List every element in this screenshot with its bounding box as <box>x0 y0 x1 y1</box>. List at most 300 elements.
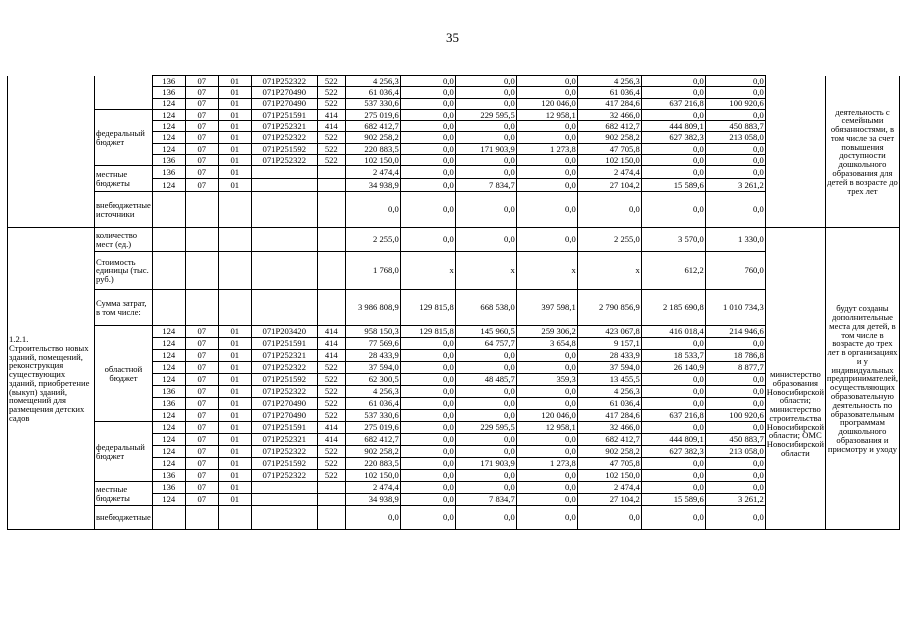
source-local-budgets-2: местные бюджеты <box>95 482 153 506</box>
cell-amount: 214 946,6 <box>705 326 765 338</box>
measure-number: 1.2.1. <box>9 334 29 345</box>
cell-amount: 100 920,6 <box>705 410 765 422</box>
cell-amount: 0,0 <box>641 192 705 228</box>
table-row <box>8 76 900 87</box>
cell-amount: 32 466,0 <box>577 422 641 434</box>
cell-vr: 414 <box>317 326 345 338</box>
cell-csr: 071P252322 <box>251 386 317 398</box>
cell-amount: 0,0 <box>516 446 577 458</box>
cell-grbs: 124 <box>152 109 185 120</box>
cell-amount: 0,0 <box>455 98 516 109</box>
cell-amount: 0,0 <box>516 398 577 410</box>
cell-pr: 01 <box>218 179 251 192</box>
cell-empty <box>251 228 317 252</box>
cell-amount: 0,0 <box>641 482 705 494</box>
cell-vr <box>317 494 345 506</box>
cell-amount: 77 569,6 <box>345 338 400 350</box>
cell-grbs: 136 <box>152 155 185 166</box>
cell-amount: 0,0 <box>455 192 516 228</box>
cell-amount: 2 474,4 <box>345 166 400 179</box>
cell-amount: 0,0 <box>400 109 455 120</box>
cell-amount: 4 256,3 <box>345 386 400 398</box>
cell-pr: 01 <box>218 434 251 446</box>
cell-amount: 26 140,9 <box>641 362 705 374</box>
cell-amount: 682 412,7 <box>577 121 641 132</box>
cell-grbs: 124 <box>152 374 185 386</box>
cell-csr: 071P252321 <box>251 350 317 362</box>
cell-pr: 01 <box>218 326 251 338</box>
cell-amount: 0,0 <box>705 470 765 482</box>
cell-amount: 2 474,4 <box>345 482 400 494</box>
cell-amount: 120 046,0 <box>516 98 577 109</box>
budget-table <box>7 75 900 530</box>
cell-amount: 0,0 <box>516 87 577 98</box>
cell-pr: 01 <box>218 166 251 179</box>
cell-amount: 15 589,6 <box>641 179 705 192</box>
source-federal-budget-2: федеральный бюджет <box>95 422 153 482</box>
cell-amount: 668 538,0 <box>455 290 516 326</box>
cell-amount: 102 150,0 <box>345 470 400 482</box>
table-row <box>8 228 900 252</box>
measure-cell <box>8 228 95 530</box>
cell-vr: 522 <box>317 470 345 482</box>
cell-rz: 07 <box>185 350 218 362</box>
cell-amount: 0,0 <box>577 506 641 530</box>
cell-amount: 0,0 <box>641 143 705 154</box>
source-extrabudgetary-2: внебюджетные <box>95 506 153 530</box>
measure-cell-continued <box>8 76 95 228</box>
cell-vr: 522 <box>317 132 345 143</box>
cell-amount: 229 595,5 <box>455 109 516 120</box>
cell-pr: 01 <box>218 410 251 422</box>
cell-amount: 0,0 <box>516 155 577 166</box>
cell-vr <box>317 166 345 179</box>
cell-empty <box>152 192 185 228</box>
cell-amount: 0,0 <box>400 446 455 458</box>
cell-pr: 01 <box>218 87 251 98</box>
cell-csr: 071P251592 <box>251 458 317 470</box>
cell-amount: 220 883,5 <box>345 143 400 154</box>
cell-amount: 0,0 <box>516 386 577 398</box>
cell-amount: 13 455,5 <box>577 374 641 386</box>
source-cell-continued <box>95 76 153 110</box>
result-cell-2: будут созданы дополнительные места для детей, в том числе в возрасте до трех лет в организациях и у индивидуальных предпринимателей, осуществляющих образовательную деятельность по образовательным программам дошкольного образования и присмотру и уходу <box>825 228 899 530</box>
cell-amount: 397 598,1 <box>516 290 577 326</box>
cell-amount: 37 594,0 <box>345 362 400 374</box>
cell-csr <box>251 166 317 179</box>
cell-vr: 414 <box>317 338 345 350</box>
cell-amount: 28 433,9 <box>345 350 400 362</box>
cell-rz: 07 <box>185 362 218 374</box>
cell-amount: 450 883,7 <box>705 121 765 132</box>
cell-amount: 637 216,8 <box>641 98 705 109</box>
cell-amount: 0,0 <box>705 422 765 434</box>
cell-amount: 15 589,6 <box>641 494 705 506</box>
cell-rz: 07 <box>185 98 218 109</box>
cell-amount: 417 284,6 <box>577 410 641 422</box>
executor-text: министерство образования Новосибирской области; министерство строительства Новосибирской области; ОМС Новосибирской области <box>766 369 824 458</box>
cell-empty <box>317 290 345 326</box>
cell-amount: 0,0 <box>400 121 455 132</box>
cell-vr: 522 <box>317 374 345 386</box>
cell-pr: 01 <box>218 98 251 109</box>
cell-amount: 0,0 <box>641 87 705 98</box>
cell-rz: 07 <box>185 87 218 98</box>
cell-grbs: 136 <box>152 166 185 179</box>
cell-amount: 0,0 <box>705 155 765 166</box>
cell-amount: 61 036,4 <box>345 87 400 98</box>
cell-amount: 417 284,6 <box>577 98 641 109</box>
cell-amount: 0,0 <box>516 121 577 132</box>
cell-amount: 0,0 <box>400 76 455 87</box>
cell-vr: 414 <box>317 350 345 362</box>
cell-rz: 07 <box>185 446 218 458</box>
cell-amount: 2 255,0 <box>577 228 641 252</box>
cell-amount: 47 705,8 <box>577 458 641 470</box>
cell-vr: 522 <box>317 458 345 470</box>
cell-empty <box>185 252 218 290</box>
cell-rz: 07 <box>185 326 218 338</box>
source-extrabudgetary: внебюджетные источники <box>95 192 153 228</box>
cell-csr: 071P270490 <box>251 98 317 109</box>
cell-rz: 07 <box>185 76 218 87</box>
cell-amount: 0,0 <box>516 179 577 192</box>
cell-amount: 171 903,9 <box>455 143 516 154</box>
cell-amount: 0,0 <box>455 121 516 132</box>
cell-amount: 0,0 <box>400 398 455 410</box>
cell-amount: 0,0 <box>455 132 516 143</box>
cell-amount: 7 834,7 <box>455 494 516 506</box>
cell-pr: 01 <box>218 132 251 143</box>
cell-amount: 0,0 <box>705 143 765 154</box>
cell-amount: 0,0 <box>455 386 516 398</box>
cell-amount: 229 595,5 <box>455 422 516 434</box>
source-regional-budget: областной бюджет <box>95 326 153 422</box>
cell-grbs: 124 <box>152 422 185 434</box>
cell-empty <box>317 252 345 290</box>
cell-amount: 2 474,4 <box>577 166 641 179</box>
cell-rz: 07 <box>185 143 218 154</box>
cell-amount: 0,0 <box>641 506 705 530</box>
cell-amount: 61 036,4 <box>577 87 641 98</box>
cell-rz: 07 <box>185 386 218 398</box>
cell-amount: 171 903,9 <box>455 458 516 470</box>
cell-amount: 0,0 <box>641 386 705 398</box>
cell-amount: 0,0 <box>641 458 705 470</box>
cell-amount: 12 958,1 <box>516 422 577 434</box>
cell-amount: 220 883,5 <box>345 458 400 470</box>
cell-amount: 0,0 <box>516 362 577 374</box>
cell-amount: 0,0 <box>455 362 516 374</box>
cell-amount: 0,0 <box>516 166 577 179</box>
cell-amount: 0,0 <box>641 155 705 166</box>
cell-empty <box>317 228 345 252</box>
cell-empty <box>185 506 218 530</box>
cell-amount: 213 058,0 <box>705 132 765 143</box>
cell-csr: 071P270490 <box>251 87 317 98</box>
cell-amount: 4 256,3 <box>577 386 641 398</box>
cell-amount: 34 938,9 <box>345 179 400 192</box>
cell-pr: 01 <box>218 398 251 410</box>
cell-amount: 0,0 <box>455 350 516 362</box>
cell-vr: 414 <box>317 109 345 120</box>
cell-amount: 0,0 <box>641 76 705 87</box>
cell-vr: 522 <box>317 87 345 98</box>
cell-empty <box>218 506 251 530</box>
cell-amount: 0,0 <box>400 338 455 350</box>
cell-rz: 07 <box>185 109 218 120</box>
cell-vr: 522 <box>317 362 345 374</box>
cell-csr <box>251 179 317 192</box>
cell-amount: 145 960,5 <box>455 326 516 338</box>
cell-amount: 537 330,6 <box>345 410 400 422</box>
cell-pr: 01 <box>218 422 251 434</box>
cell-amount: 958 150,3 <box>345 326 400 338</box>
cell-grbs: 124 <box>152 362 185 374</box>
cell-amount: 0,0 <box>400 143 455 154</box>
cell-vr: 414 <box>317 121 345 132</box>
cell-amount: 0,0 <box>345 506 400 530</box>
cell-amount: 12 958,1 <box>516 109 577 120</box>
cell-csr: 071P252322 <box>251 446 317 458</box>
cell-amount: 682 412,7 <box>345 121 400 132</box>
cell-amount: x <box>455 252 516 290</box>
cell-amount: 0,0 <box>705 482 765 494</box>
cell-empty <box>152 252 185 290</box>
cell-rz: 07 <box>185 422 218 434</box>
cell-csr: 071P270490 <box>251 398 317 410</box>
cell-empty <box>152 228 185 252</box>
cell-amount: 0,0 <box>400 179 455 192</box>
cell-amount: 0,0 <box>455 87 516 98</box>
cell-amount: 0,0 <box>400 228 455 252</box>
cell-amount: 0,0 <box>641 166 705 179</box>
cell-amount: 0,0 <box>455 155 516 166</box>
cell-amount: 0,0 <box>400 132 455 143</box>
cell-vr: 522 <box>317 98 345 109</box>
cell-empty <box>152 290 185 326</box>
cell-amount: 120 046,0 <box>516 410 577 422</box>
cell-amount: x <box>516 252 577 290</box>
cell-empty <box>218 290 251 326</box>
cell-amount: 0,0 <box>345 192 400 228</box>
cell-grbs: 136 <box>152 386 185 398</box>
cell-pr: 01 <box>218 76 251 87</box>
cell-amount: 0,0 <box>641 398 705 410</box>
cell-grbs: 124 <box>152 338 185 350</box>
cell-amount: 102 150,0 <box>577 155 641 166</box>
cell-amount: 0,0 <box>577 192 641 228</box>
cell-grbs: 124 <box>152 494 185 506</box>
cell-empty <box>218 228 251 252</box>
cell-amount: 0,0 <box>705 386 765 398</box>
cell-amount: 3 261,2 <box>705 494 765 506</box>
cell-amount: 902 258,2 <box>345 132 400 143</box>
cell-vr: 522 <box>317 446 345 458</box>
indicator-label: Сумма затрат, в том числе: <box>95 290 153 326</box>
cell-vr: 522 <box>317 410 345 422</box>
executor-cell-continued <box>765 76 825 228</box>
cell-amount: 1 768,0 <box>345 252 400 290</box>
cell-amount: 0,0 <box>455 506 516 530</box>
cell-csr: 071P252321 <box>251 434 317 446</box>
measure-title: Строительство новых зданий, помещений, реконструкция существующих зданий, приобретение (выкуп) зданий, помещений для размещения детских садов <box>9 342 90 423</box>
cell-amount: 0,0 <box>400 506 455 530</box>
cell-rz: 07 <box>185 374 218 386</box>
cell-amount: 275 019,6 <box>345 109 400 120</box>
cell-rz: 07 <box>185 494 218 506</box>
cell-amount: 0,0 <box>455 166 516 179</box>
cell-pr: 01 <box>218 458 251 470</box>
cell-amount: 0,0 <box>400 434 455 446</box>
cell-csr: 071P203420 <box>251 326 317 338</box>
cell-amount: 3 261,2 <box>705 179 765 192</box>
cell-csr: 071P252322 <box>251 76 317 87</box>
cell-amount: 444 809,1 <box>641 434 705 446</box>
cell-amount: 0,0 <box>516 470 577 482</box>
cell-rz: 07 <box>185 155 218 166</box>
cell-grbs: 136 <box>152 482 185 494</box>
cell-amount: 4 256,3 <box>577 76 641 87</box>
cell-amount: 4 256,3 <box>345 76 400 87</box>
cell-amount: 0,0 <box>400 410 455 422</box>
cell-amount: 3 654,8 <box>516 338 577 350</box>
cell-amount: 102 150,0 <box>577 470 641 482</box>
cell-amount: 902 258,2 <box>577 132 641 143</box>
cell-grbs: 124 <box>152 143 185 154</box>
cell-vr: 522 <box>317 143 345 154</box>
cell-pr: 01 <box>218 350 251 362</box>
cell-amount: 2 474,4 <box>577 482 641 494</box>
cell-amount: 0,0 <box>705 87 765 98</box>
cell-pr: 01 <box>218 155 251 166</box>
cell-amount: 0,0 <box>516 506 577 530</box>
cell-amount: 0,0 <box>400 350 455 362</box>
cell-amount: 47 705,8 <box>577 143 641 154</box>
cell-amount: 2 790 856,9 <box>577 290 641 326</box>
cell-rz: 07 <box>185 338 218 350</box>
cell-amount: 682 412,7 <box>577 434 641 446</box>
cell-amount: 627 382,3 <box>641 446 705 458</box>
source-federal-budget: федеральный бюджет <box>95 109 153 165</box>
cell-amount: 275 019,6 <box>345 422 400 434</box>
cell-empty <box>317 506 345 530</box>
cell-csr: 071P251592 <box>251 374 317 386</box>
cell-amount: 0,0 <box>516 228 577 252</box>
cell-empty <box>251 506 317 530</box>
cell-amount: 0,0 <box>516 132 577 143</box>
cell-amount: 0,0 <box>400 386 455 398</box>
cell-grbs: 124 <box>152 434 185 446</box>
cell-empty <box>251 252 317 290</box>
cell-csr: 071P252321 <box>251 121 317 132</box>
cell-amount: 213 058,0 <box>705 446 765 458</box>
cell-empty <box>185 228 218 252</box>
cell-amount: 682 412,7 <box>345 434 400 446</box>
cell-grbs: 136 <box>152 76 185 87</box>
cell-amount: 27 104,2 <box>577 179 641 192</box>
cell-csr: 071P251592 <box>251 143 317 154</box>
cell-amount: 259 306,2 <box>516 326 577 338</box>
cell-amount: 0,0 <box>455 470 516 482</box>
cell-amount: 0,0 <box>400 362 455 374</box>
cell-amount: 1 273,8 <box>516 458 577 470</box>
cell-pr: 01 <box>218 494 251 506</box>
cell-vr <box>317 179 345 192</box>
cell-amount: 0,0 <box>400 470 455 482</box>
cell-amount: 129 815,8 <box>400 290 455 326</box>
cell-amount: 0,0 <box>516 76 577 87</box>
cell-amount: 37 594,0 <box>577 362 641 374</box>
cell-amount: x <box>577 252 641 290</box>
cell-amount: 0,0 <box>455 410 516 422</box>
cell-rz: 07 <box>185 410 218 422</box>
cell-amount: 0,0 <box>400 458 455 470</box>
executor-cell <box>765 228 825 530</box>
cell-amount: 1 010 734,3 <box>705 290 765 326</box>
cell-amount: 0,0 <box>705 109 765 120</box>
cell-amount: 61 036,4 <box>577 398 641 410</box>
cell-empty <box>251 192 317 228</box>
cell-pr: 01 <box>218 121 251 132</box>
cell-amount: 0,0 <box>400 192 455 228</box>
cell-grbs: 124 <box>152 350 185 362</box>
cell-amount: 3 986 808,9 <box>345 290 400 326</box>
cell-amount: 102 150,0 <box>345 155 400 166</box>
cell-vr <box>317 482 345 494</box>
cell-pr: 01 <box>218 338 251 350</box>
cell-amount: 1 330,0 <box>705 228 765 252</box>
cell-grbs: 124 <box>152 446 185 458</box>
cell-amount: 0,0 <box>705 338 765 350</box>
cell-amount: 0,0 <box>400 155 455 166</box>
cell-amount: 0,0 <box>516 434 577 446</box>
cell-grbs: 124 <box>152 132 185 143</box>
cell-amount: 760,0 <box>705 252 765 290</box>
page-number: 35 <box>446 30 459 45</box>
cell-amount: 0,0 <box>400 422 455 434</box>
cell-amount: 0,0 <box>705 374 765 386</box>
cell-amount: 0,0 <box>705 458 765 470</box>
cell-vr: 522 <box>317 386 345 398</box>
cell-amount: 0,0 <box>400 166 455 179</box>
cell-amount: 0,0 <box>400 482 455 494</box>
indicator-label: Стоимость единицы (тыс. руб.) <box>95 252 153 290</box>
result-cell: деятельность с семейными обязанностями, в том числе за счет повышения доступности дошкольного образования для детей в возрасте до трех лет <box>825 76 899 228</box>
cell-amount: 627 382,3 <box>641 132 705 143</box>
cell-grbs: 124 <box>152 98 185 109</box>
cell-grbs: 124 <box>152 121 185 132</box>
cell-csr: 071P252322 <box>251 362 317 374</box>
cell-grbs: 124 <box>152 179 185 192</box>
cell-amount: 18 786,8 <box>705 350 765 362</box>
cell-vr: 414 <box>317 422 345 434</box>
cell-amount: 34 938,9 <box>345 494 400 506</box>
cell-amount: 416 018,4 <box>641 326 705 338</box>
cell-rz: 07 <box>185 482 218 494</box>
cell-grbs: 124 <box>152 326 185 338</box>
cell-amount: 0,0 <box>641 109 705 120</box>
cell-rz: 07 <box>185 179 218 192</box>
cell-rz: 07 <box>185 166 218 179</box>
cell-amount: x <box>400 252 455 290</box>
cell-amount: 100 920,6 <box>705 98 765 109</box>
cell-empty <box>251 290 317 326</box>
cell-amount: 0,0 <box>516 494 577 506</box>
cell-empty <box>152 506 185 530</box>
cell-amount: 0,0 <box>400 87 455 98</box>
cell-csr: 071P251591 <box>251 338 317 350</box>
